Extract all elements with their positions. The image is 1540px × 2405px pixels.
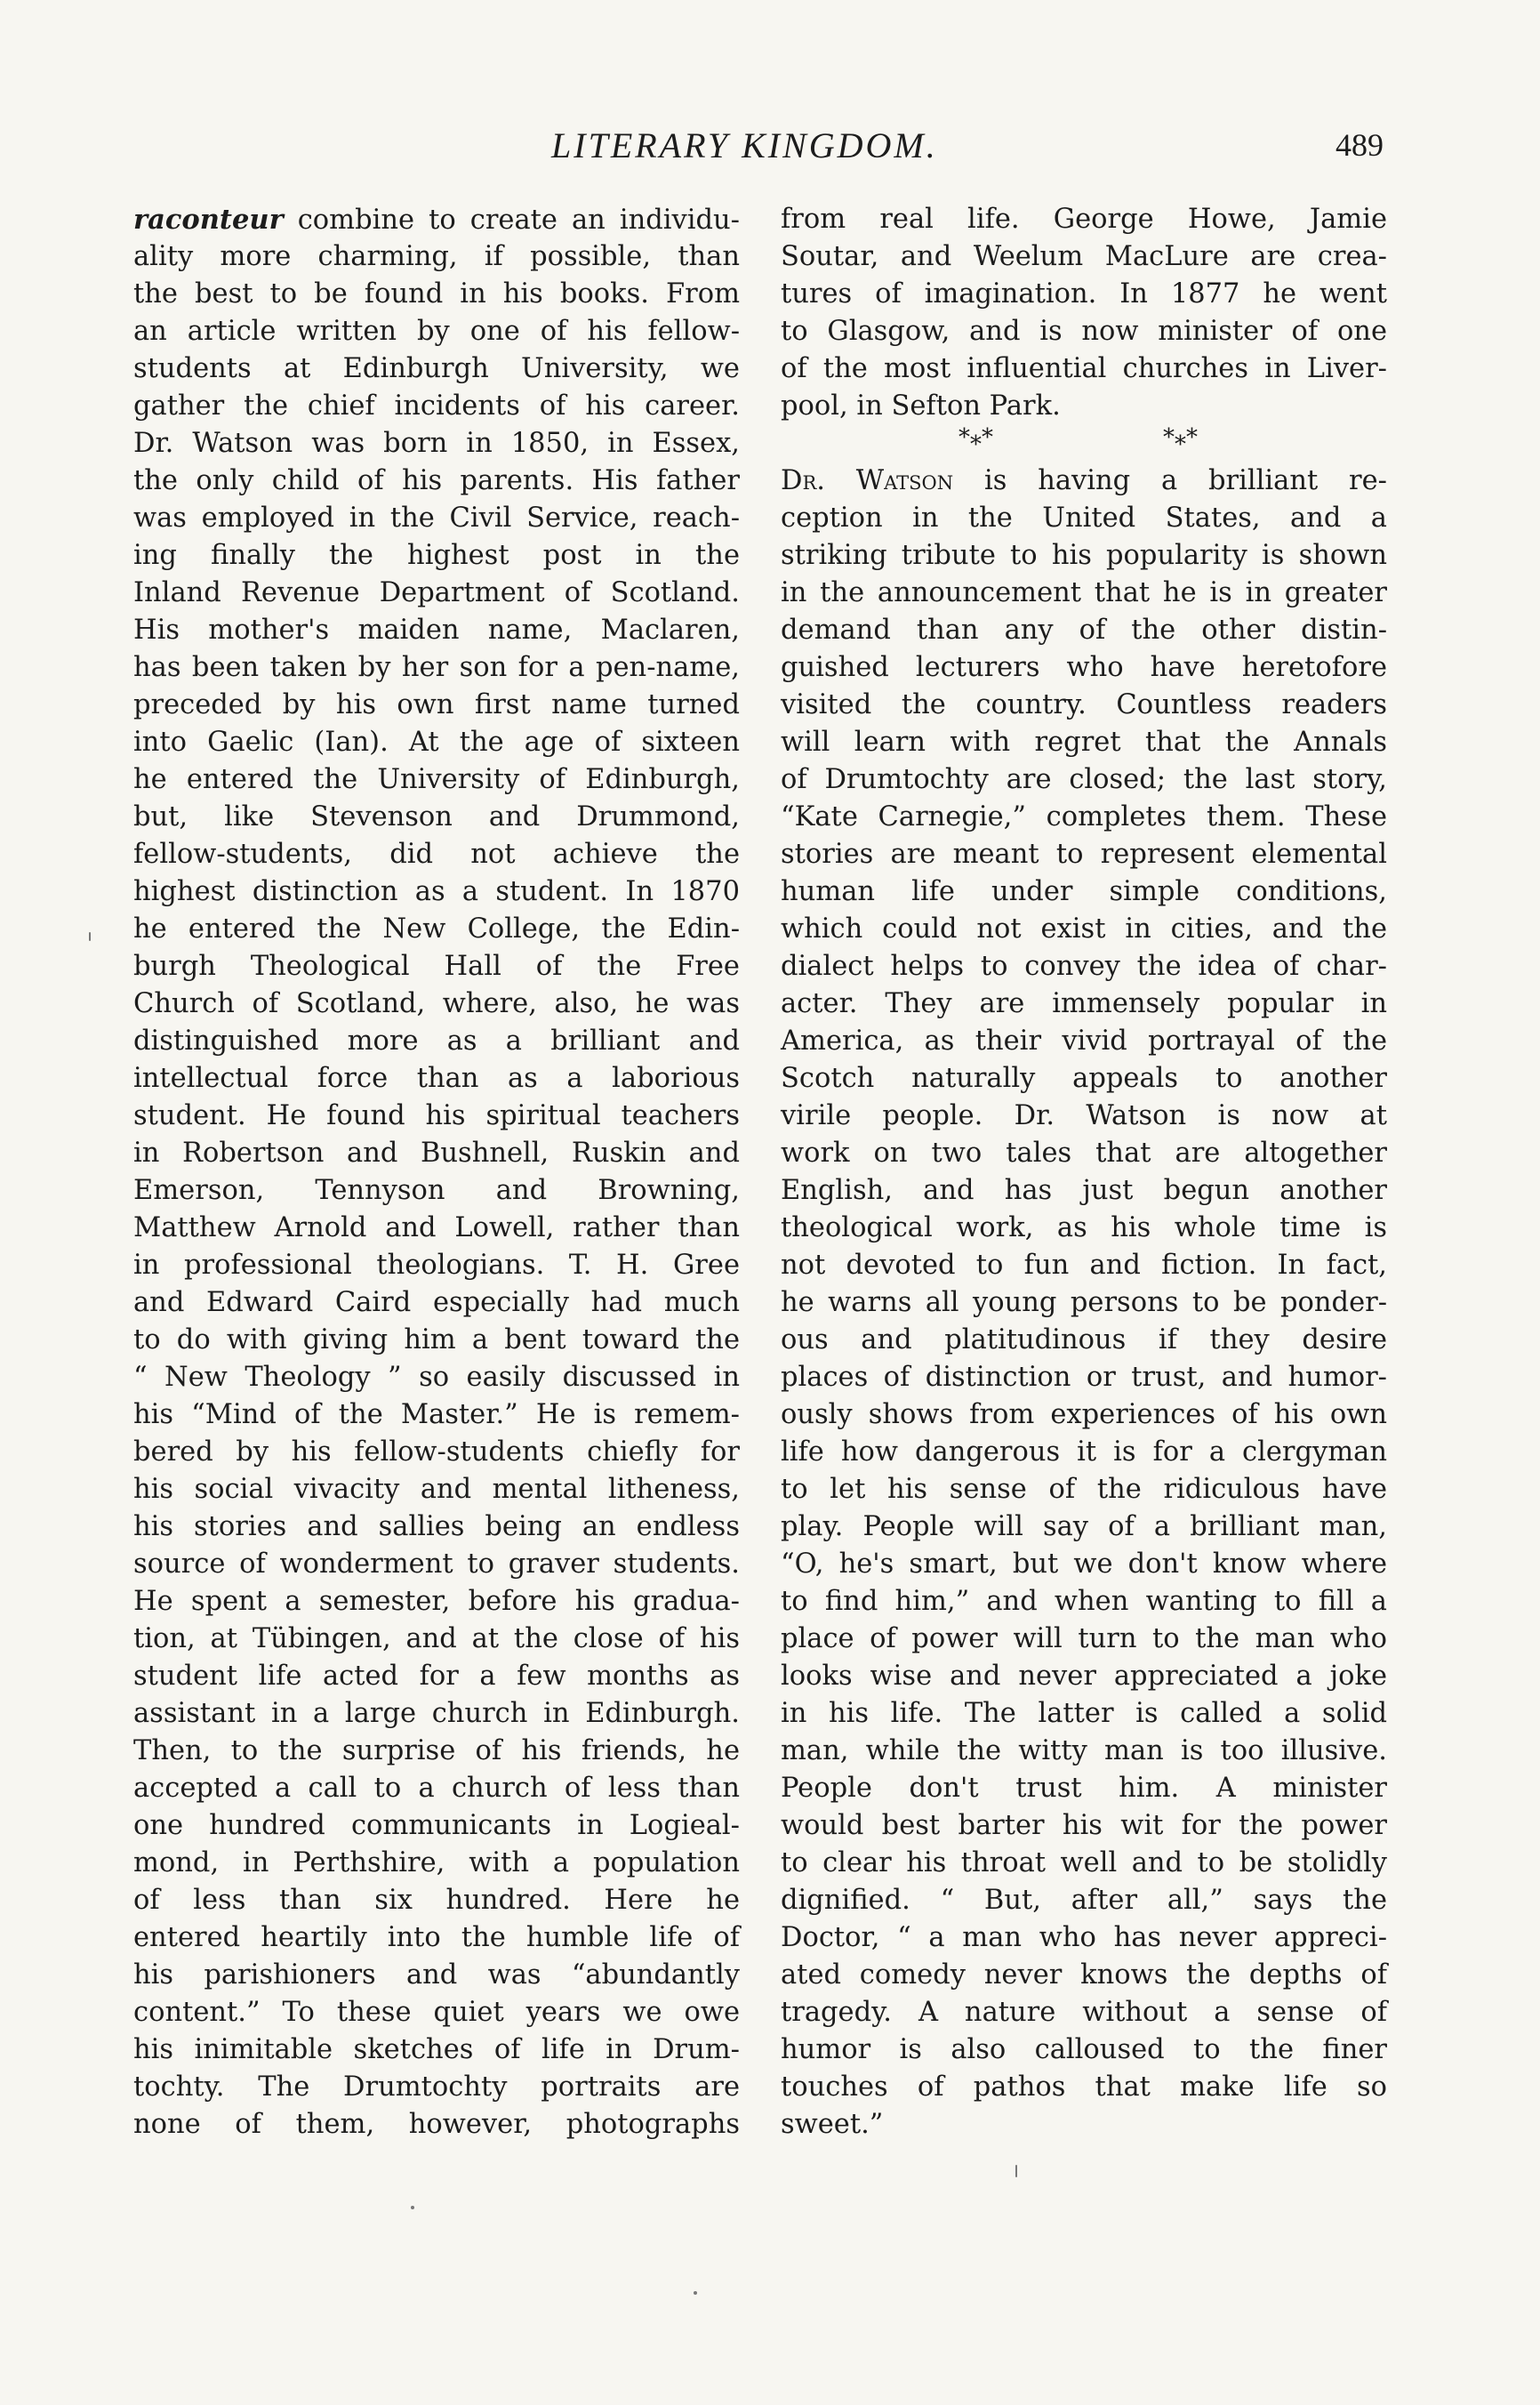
text-line: not devoted to fun and fiction. In fact, — [781, 1250, 1387, 1281]
text-line: students at Edinburgh University, we — [133, 353, 740, 384]
text-line: distinguished more as a brilliant and — [133, 1026, 740, 1057]
text-line: tochty. The Drumtochty portraits are — [133, 2071, 740, 2103]
section-dinkus — [781, 425, 1387, 462]
text-line: assistant in a large church in Edinburgh. — [133, 1698, 740, 1729]
scan-speck — [694, 2291, 697, 2295]
text-line: source of wonderment to graver students. — [133, 1548, 740, 1580]
text-line: to find him,” and when wanting to fill a — [781, 1586, 1387, 1617]
text-line: places of distinction or trust, and humor- — [781, 1362, 1387, 1393]
text-line: theological work, as his whole time is — [781, 1212, 1387, 1243]
text-line: student. He found his spiritual teachers — [133, 1100, 740, 1131]
text-line: he warns all young persons to be ponder- — [781, 1287, 1387, 1318]
text-line: his stories and sallies being an endless — [133, 1511, 740, 1542]
text-line: Dr. Watson was born in 1850, in Essex, — [133, 428, 740, 459]
text-line: tures of imagination. In 1877 he went — [781, 278, 1387, 310]
text-line: of the most influential churches in Liver- — [781, 353, 1387, 384]
text-line: has been taken by her son for a pen-name, — [133, 652, 740, 683]
text-line: ously shows from experiences of his own — [781, 1399, 1387, 1430]
text-line: ception in the United States, and a — [781, 503, 1387, 534]
text-line: His mother's maiden name, Maclaren, — [133, 615, 740, 646]
text-line: one hundred communicants in Logieal- — [133, 1810, 740, 1841]
scan-speck — [1015, 2165, 1017, 2177]
text-line: touches of pathos that make life so — [781, 2071, 1387, 2103]
text-line: highest distinction as a student. In 1870 — [133, 876, 740, 907]
text-line: work on two tales that are altogether — [781, 1138, 1387, 1169]
text-line: Emerson, Tennyson and Browning, — [133, 1175, 740, 1206]
text-line: life how dangerous it is for a clergyman — [781, 1436, 1387, 1468]
text-line: guished lecturers who have heretofore — [781, 652, 1387, 683]
text-line: intellectual force than as a laborious — [133, 1063, 740, 1094]
text-line: to let his sense of the ridiculous have — [781, 1474, 1387, 1505]
text-line: and Edward Caird especially had much — [133, 1287, 740, 1318]
running-title: LITERARY KINGDOM. — [551, 125, 938, 165]
right-column — [781, 201, 1387, 2144]
text-line — [133, 201, 740, 238]
text-line: pool, in Sefton Park. — [781, 390, 1061, 422]
text-line: Then, to the surprise of his friends, he — [133, 1735, 740, 1766]
text-line: man, while the witty man is too illusive. — [781, 1735, 1387, 1766]
text-line: he entered the University of Edinburgh, — [133, 764, 740, 795]
text-line: People don't trust him. A minister — [781, 1773, 1387, 1804]
italic-word: raconteur — [133, 204, 284, 236]
text-line: in professional theologians. T. H. Gree — [133, 1250, 740, 1281]
dinkus-left: *⁎* — [958, 424, 993, 451]
text-line: visited the country. Countless readers — [781, 689, 1387, 720]
left-column — [133, 201, 740, 2144]
text-line: sweet.” — [781, 2109, 884, 2140]
text-line: fellow-students, did not achieve the — [133, 839, 740, 870]
text-line: Matthew Arnold and Lowell, rather than — [133, 1212, 740, 1243]
left-column-lines — [133, 238, 740, 2144]
text-line: to Glasgow, and is now minister of one — [781, 316, 1387, 347]
text-line: his social vivacity and mental litheness, — [133, 1474, 740, 1505]
text-line: his “Mind of the Master.” He is remem- — [133, 1399, 740, 1430]
text-line: to do with giving him a bent toward the — [133, 1324, 740, 1355]
text-line: Doctor, “ a man who has never appreci- — [781, 1922, 1387, 1953]
text-line: Inland Revenue Department of Scotland. — [133, 577, 740, 608]
text-line: but, like Stevenson and Drummond, — [133, 801, 740, 832]
text-line: tragedy. A nature without a sense of — [781, 1997, 1387, 2028]
text-line: he entered the New College, the Edin- — [133, 913, 740, 945]
text-line: burgh Theological Hall of the Free — [133, 951, 740, 982]
text-line: “O, he's smart, but we don't know where — [781, 1548, 1387, 1580]
text-line: into Gaelic (Ian). At the age of sixteen — [133, 727, 740, 758]
text-line: human life under simple conditions, — [781, 876, 1387, 907]
text-line: stories are meant to represent elemental — [781, 839, 1387, 870]
text-line: none of them, however, photographs — [133, 2109, 740, 2140]
text-line: would best barter his wit for the power — [781, 1810, 1387, 1841]
text-line: content.” To these quiet years we owe — [133, 1997, 740, 2028]
text-line: ality more charming, if possible, than — [133, 241, 740, 272]
scan-speck — [411, 2206, 414, 2209]
text-line: his parishioners and was “abundantly — [133, 1959, 740, 1991]
text-line: the only child of his parents. His father — [133, 465, 740, 496]
small-caps-name: Dr. Watson — [781, 465, 954, 496]
text-line — [781, 462, 1387, 500]
text-line: of Drumtochty are closed; the last story, — [781, 764, 1387, 795]
text-line: looks wise and never appreciated a joke — [781, 1661, 1387, 1692]
text-line: ing finally the highest post in the — [133, 540, 740, 571]
text-line: bered by his fellow-students chiefly for — [133, 1436, 740, 1468]
text-line: in Robertson and Bushnell, Ruskin and — [133, 1138, 740, 1169]
text-run: combine to create an individu- — [283, 205, 740, 236]
text-line: in the announcement that he is in greater — [781, 577, 1387, 608]
right-column-lines-top — [781, 201, 1387, 425]
right-column-lines-bottom — [781, 500, 1387, 2144]
text-line: student life acted for a few months as — [133, 1661, 740, 1692]
text-line: entered heartily into the humble life of — [133, 1922, 740, 1953]
text-line: will learn with regret that the Annals — [781, 727, 1387, 758]
text-line: preceded by his own first name turned — [133, 689, 740, 720]
text-line: English, and has just begun another — [781, 1175, 1387, 1206]
text-line: acter. They are immensely popular in — [781, 988, 1387, 1019]
text-line: accepted a call to a church of less than — [133, 1773, 740, 1804]
text-line: of less than six hundred. Here he — [133, 1885, 740, 1916]
text-line: Church of Scotland, where, also, he was — [133, 988, 740, 1019]
text-line: mond, in Perthshire, with a population — [133, 1847, 740, 1878]
text-line: Scotch naturally appeals to another — [781, 1063, 1387, 1094]
dinkus-right: *⁎* — [1163, 424, 1198, 451]
text-line: humor is also calloused to the finer — [781, 2034, 1387, 2065]
text-line: “Kate Carnegie,” completes them. These — [781, 801, 1387, 832]
text-line: striking tribute to his popularity is shown — [781, 540, 1387, 571]
text-line: was employed in the Civil Service, reach- — [133, 503, 740, 534]
text-line: demand than any of the other distin- — [781, 615, 1387, 646]
text-line: place of power will turn to the man who — [781, 1623, 1387, 1654]
text-line: dignified. “ But, after all,” says the — [781, 1885, 1387, 1916]
text-line: from real life. George Howe, Jamie — [781, 204, 1387, 235]
text-line: gather the chief incidents of his career. — [133, 390, 740, 422]
text-line: He spent a semester, before his gradua- — [133, 1586, 740, 1617]
page-header — [0, 125, 1540, 169]
text-line: ous and platitudinous if they desire — [781, 1324, 1387, 1355]
text-line: ated comedy never knows the depths of — [781, 1959, 1387, 1991]
scan-speck — [89, 932, 91, 941]
text-line: the best to be found in his books. From — [133, 278, 740, 310]
text-line: play. People will say of a brilliant man, — [781, 1511, 1387, 1542]
text-run: is having a brilliant re- — [953, 465, 1387, 496]
text-line: an article written by one of his fellow- — [133, 316, 740, 347]
text-line: America, as their vivid portrayal of the — [781, 1026, 1387, 1057]
text-line: his inimitable sketches of life in Drum- — [133, 2034, 740, 2065]
page-number: 489 — [1335, 127, 1384, 163]
text-line: dialect helps to convey the idea of char- — [781, 951, 1387, 982]
text-line: to clear his throat well and to be stolidly — [781, 1847, 1387, 1878]
text-line: which could not exist in cities, and the — [781, 913, 1387, 945]
text-line: “ New Theology ” so easily discussed in — [133, 1362, 740, 1393]
text-line: virile people. Dr. Watson is now at — [781, 1100, 1387, 1131]
text-line: in his life. The latter is called a solid — [781, 1698, 1387, 1729]
text-line: tion, at Tübingen, and at the close of his — [133, 1623, 740, 1654]
text-line: Soutar, and Weelum MacLure are crea- — [781, 241, 1387, 272]
